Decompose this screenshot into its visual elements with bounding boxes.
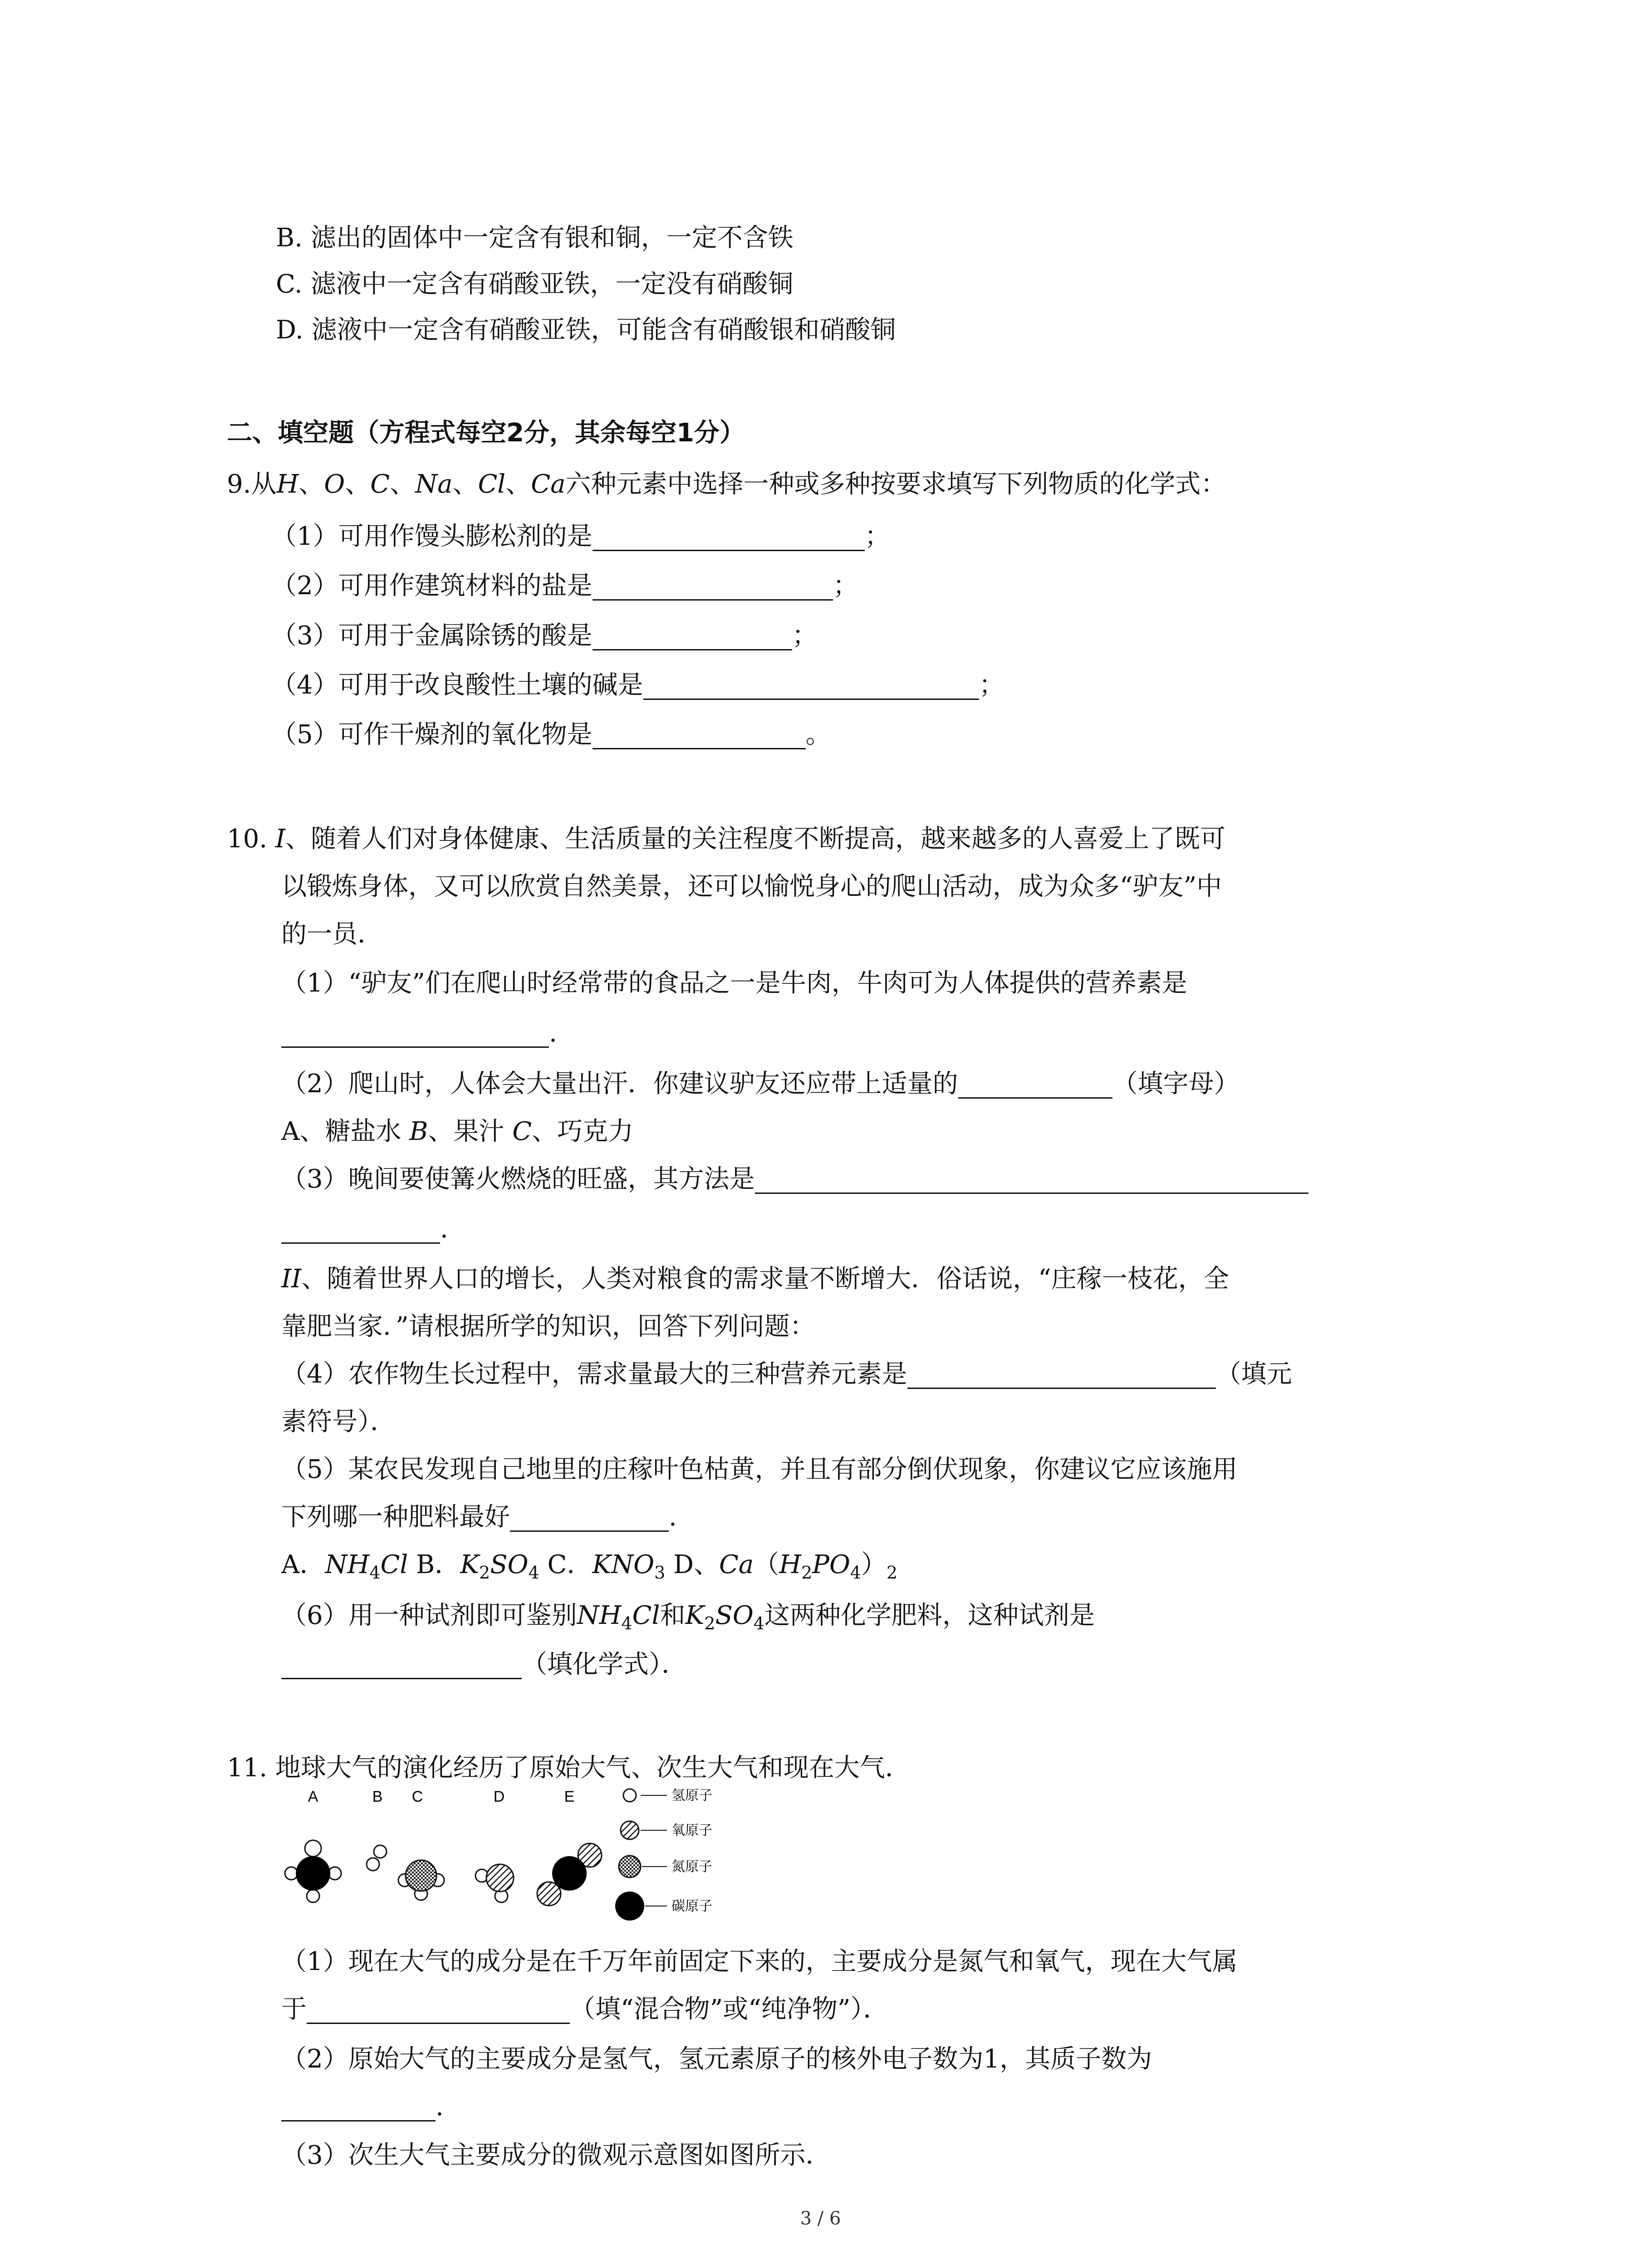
q11-s1-line2: 于 （填“混合物”或“纯净物”）． (281, 1994, 889, 2024)
q10-s3: （3）晚间要使篝火燃烧的旺盛，其方法是 (281, 1161, 1308, 1198)
question-number: 10. (227, 824, 268, 854)
answer-blank[interactable] (643, 670, 979, 700)
q10-s5-line1: （5）某农民发现自己地里的庄稼叶色枯黄，并且有部分倒伏现象，你建议它应该施用 (281, 1455, 1238, 1484)
carbon-legend-icon (615, 1892, 644, 1921)
q10-s2-options: A、糖盐水 B、果汁 C、巧克力 (281, 1117, 634, 1146)
q9-item-3: （3）可用于金属除锈的酸是 ； (271, 621, 818, 650)
molecule-c (398, 1860, 444, 1900)
q8-option-d: D. 滤液中一定含有硝酸亚铁，可能含有硝酸银和硝酸铜 (276, 315, 896, 345)
legend (615, 1788, 712, 1921)
answer-blank[interactable] (281, 1650, 522, 1679)
label-d: D (493, 1788, 505, 1805)
question-number: 11. (227, 1753, 268, 1783)
q10-s5-line2: 下列哪一种肥料最好 . (281, 1502, 677, 1532)
q11-s3: （3）次生大气主要成分的微观示意图如图所示． (281, 2141, 831, 2170)
answer-blank[interactable] (593, 621, 792, 650)
page-number: 3 / 6 (800, 2208, 841, 2229)
q8-option-b: B. 滤出的固体中一定含有银和铜，一定不含铁 (276, 223, 794, 253)
molecule-d (475, 1864, 514, 1902)
legend-carbon: 碳原子 (671, 1899, 712, 1914)
q11-s2: （2）原始大气的主要成分是氢气，氢元素原子的核外电子数为1，其质子数为 (281, 2044, 1152, 2074)
answer-blank[interactable] (958, 1069, 1112, 1099)
q9-item-2: （2）可用作建筑材料的盐是 ； (271, 571, 858, 601)
answer-blank[interactable] (281, 2092, 436, 2121)
q9-item-4: （4）可用于改良酸性土壤的碱是 ； (271, 670, 1004, 700)
q10-s4-line2: 素符号）． (281, 1407, 396, 1437)
answer-blank[interactable] (907, 1359, 1216, 1389)
label-c: C (411, 1788, 423, 1805)
q10-part2-line2: 靠肥当家．”请根据所学的知识，回答下列问题： (281, 1312, 815, 1341)
answer-blank[interactable] (281, 1018, 549, 1048)
molecule-e (537, 1843, 602, 1906)
label-b: B (372, 1788, 383, 1805)
oxygen-legend-icon (621, 1821, 639, 1839)
q9-item-5: （5）可作干燥剂的氧化物是 。 (271, 720, 831, 749)
nitrogen-legend-icon (619, 1856, 641, 1877)
molecule-b (367, 1845, 387, 1871)
label-e: E (564, 1788, 575, 1805)
question-number: 9. (227, 469, 251, 499)
q10-s3-answer: . (281, 1211, 448, 1247)
q8-option-c: C. 滤液中一定含有硝酸亚铁，一定没有硝酸铜 (276, 269, 794, 299)
label-a: A (308, 1788, 318, 1805)
legend-oxygen: 氧原子 (671, 1823, 712, 1838)
q10-part1-line1: 10. I、随着人们对身体健康、生活质量的关注程度不断提高，越来越多的人喜爱上了既可 (227, 824, 1225, 854)
q11-stem: 11. 地球大气的演化经历了原始大气、次生大气和现在大气． (227, 1753, 911, 1783)
answer-blank[interactable] (593, 522, 865, 551)
q10-part2-line1: II、随着世界人口的增长，人类对粮食的需求量不断增大．俗话说，“庄稼一枝花，全 (281, 1264, 1229, 1294)
q11-s2-answer: . (281, 2089, 444, 2125)
q10-s1-answer: . (281, 1015, 557, 1051)
legend-nitrogen: 氮原子 (671, 1859, 712, 1874)
q10-s2: （2）爬山时，人体会大量出汗．你建议驴友还应带上适量的 （填字母） (281, 1069, 1239, 1099)
legend-hydrogen: 氢原子 (671, 1788, 712, 1803)
molecule-diagram (272, 1783, 817, 1928)
q10-s5-options: A．$NH_4Cl$ B．$K_2SO_4$ C．$KNO_3$ D、$Ca(H_2PO_4)_2$ (281, 1550, 898, 1583)
q10-s1: （1）“驴友”们在爬山时经常带的食品之一是牛肉，牛肉可为人体提供的营养素是 (281, 968, 1187, 998)
answer-blank[interactable] (593, 720, 806, 749)
q10-part1-line2: 以锻炼身体，又可以欣赏自然美景，还可以愉悦身心的爬山活动，成为众多“驴友”中 (281, 872, 1222, 901)
answer-blank[interactable] (593, 571, 833, 601)
q9-stem: 9.从H、O、C、Na、Cl、Ca六种元素中选择一种或多种按要求填写下列物质的化学式： (227, 469, 1226, 499)
q10-s4: （4）农作物生长过程中，需求量最大的三种营养元素是 （填元 (281, 1359, 1292, 1389)
q11-s1-line1: （1）现在大气的成分是在千万年前固定下来的，主要成分是氮气和氧气，现在大气属 (281, 1947, 1238, 1976)
molecule-a (285, 1840, 341, 1902)
hydrogen-legend-icon (623, 1789, 636, 1802)
q9-item-1: （1）可用作馒头膨松剂的是 ； (271, 522, 890, 551)
answer-blank[interactable] (510, 1502, 669, 1532)
answer-blank[interactable] (307, 1994, 570, 2024)
answer-blank[interactable] (755, 1164, 1308, 1194)
section-title: 二、填空题（方程式每空2分，其余每空1分） (227, 418, 745, 448)
answer-blank[interactable] (281, 1214, 440, 1244)
q10-s6-answer: （填化学式）． (281, 1647, 687, 1683)
q10-s6: （6）用一种试剂即可鉴别$NH_4Cl$和$K_2SO_4$这两种化学肥料，这种试剂是 (281, 1601, 1095, 1633)
q10-part1-line3: 的一员． (281, 919, 383, 949)
